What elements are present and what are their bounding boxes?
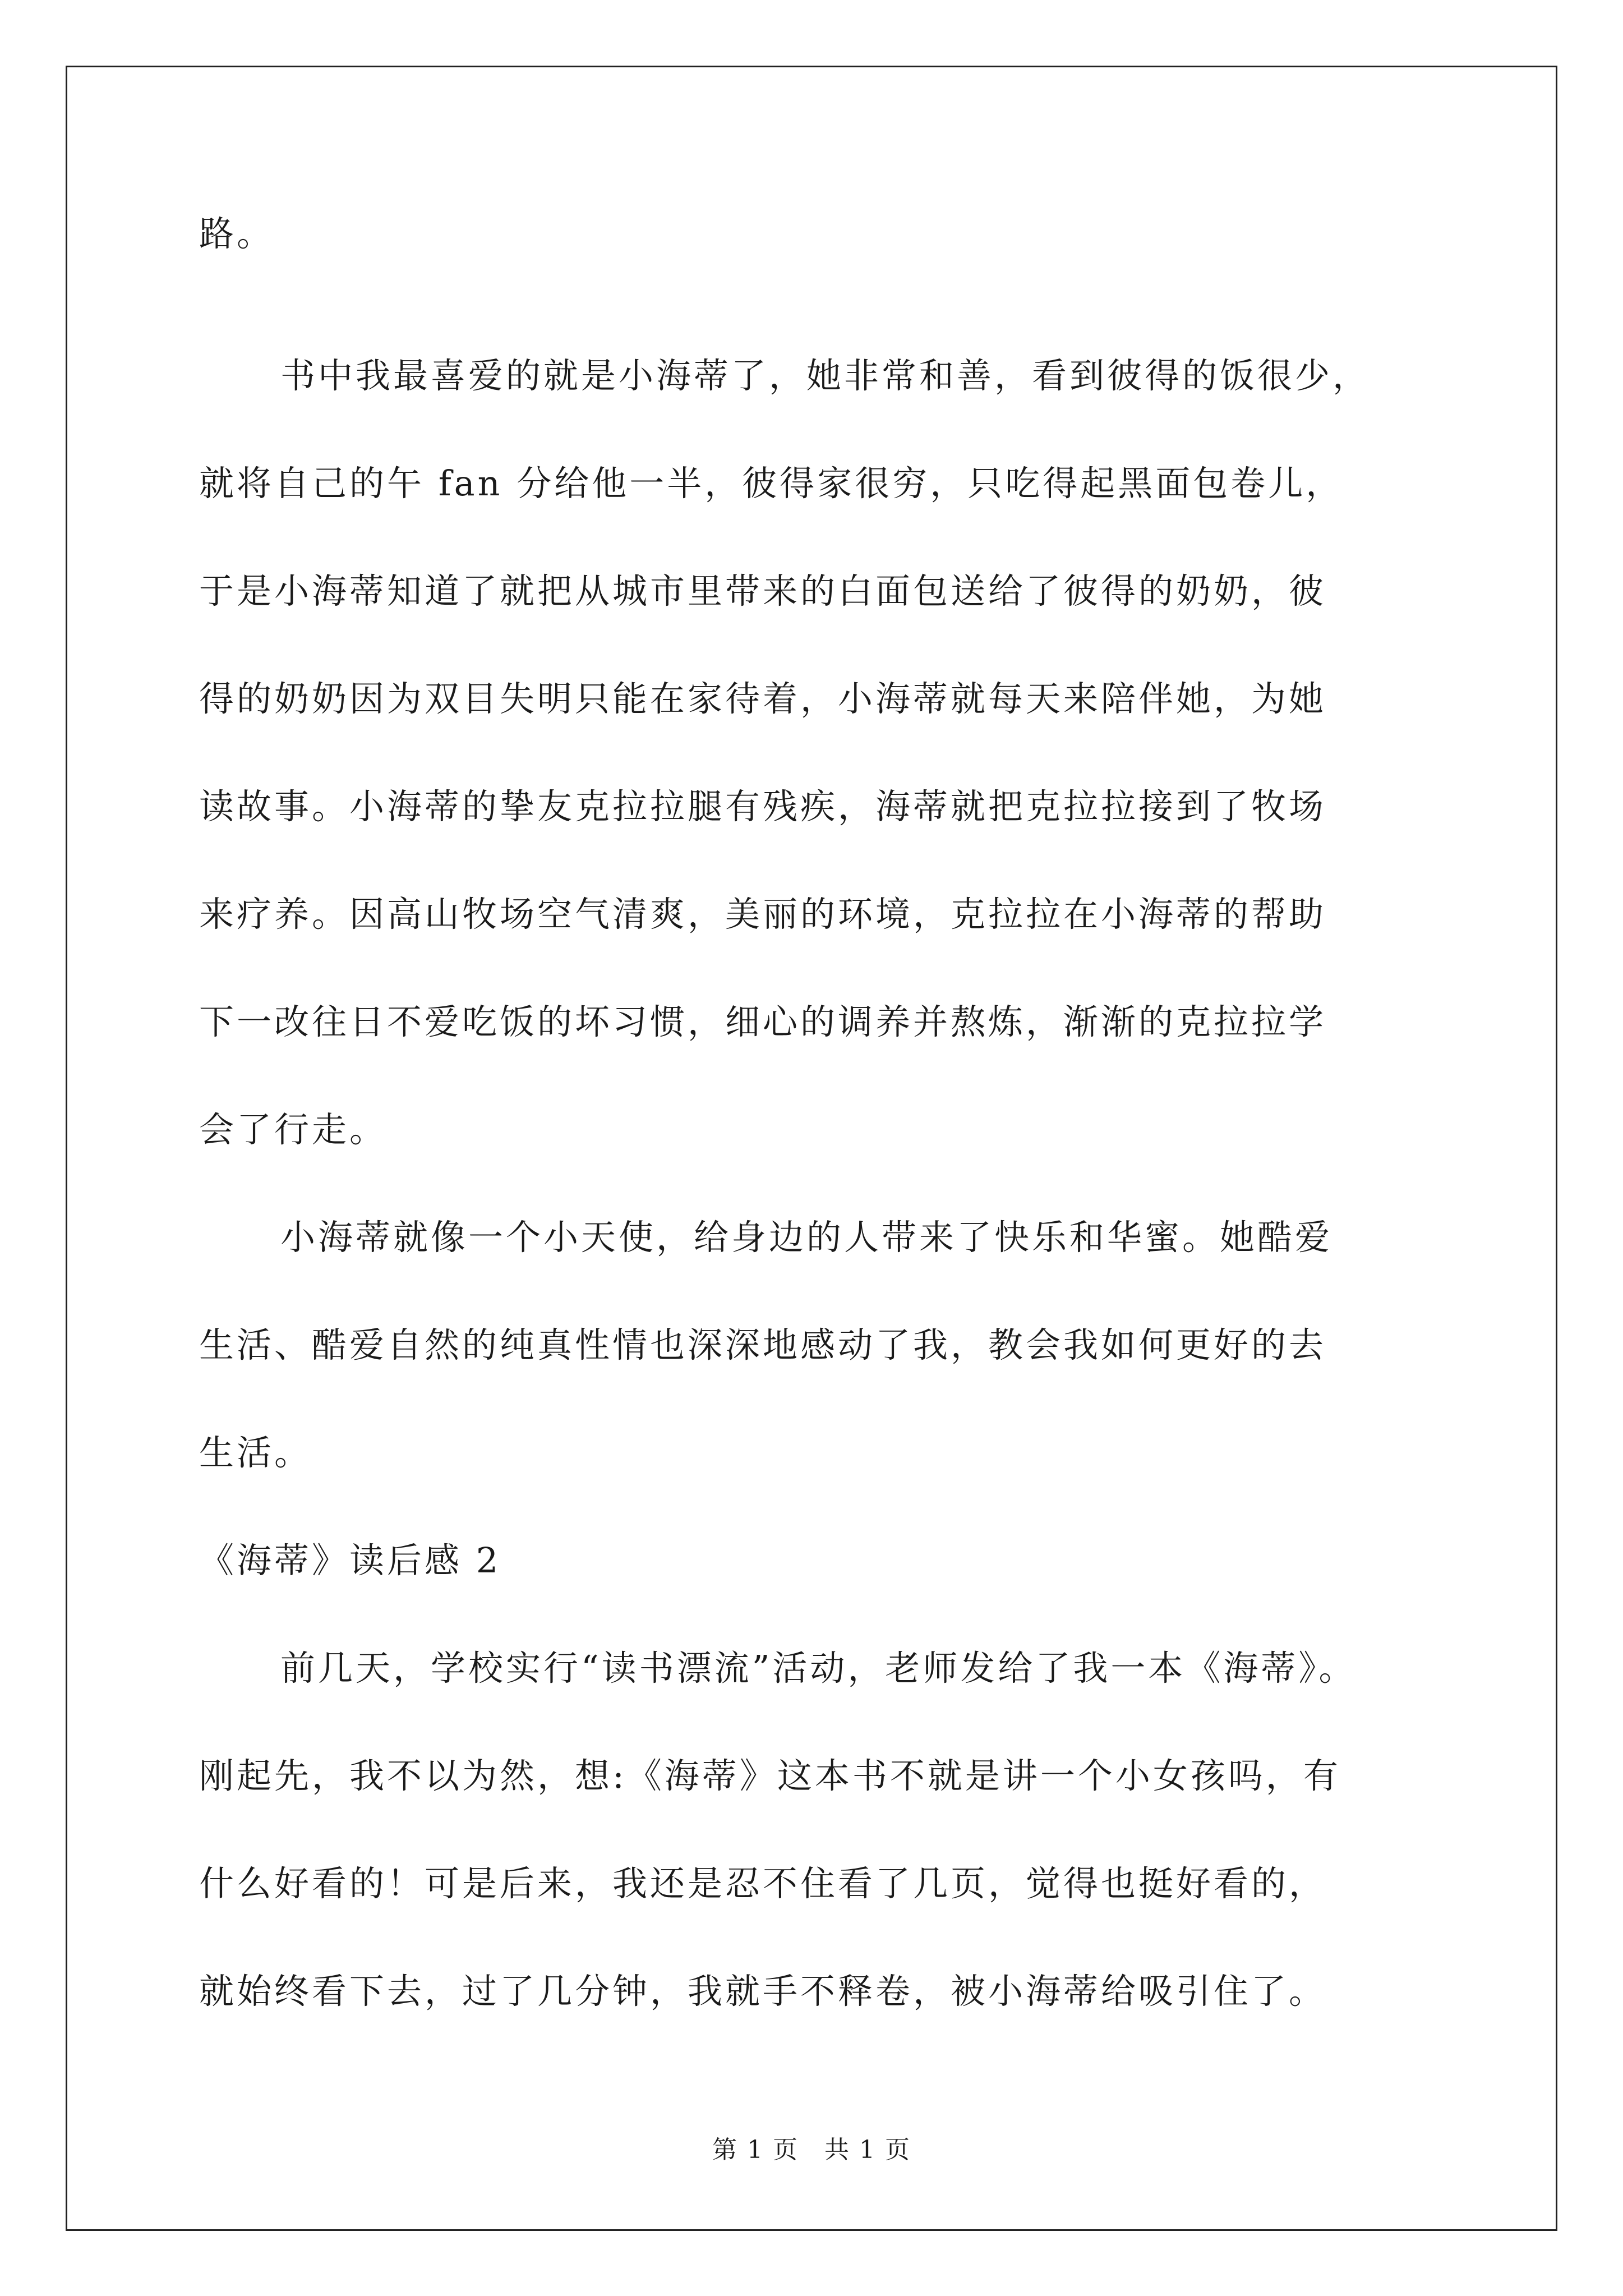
document-body	[199, 214, 1489, 2045]
text-line: 得的奶奶因为双目失明只能在家待着，小海蒂就每天来陪伴她，为她	[199, 678, 1327, 719]
text-line: 生活、酷爱自然的纯真性情也深深地感动了我，教会我如何更好的去	[199, 1324, 1327, 1365]
text-line: 来疗养。因高山牧场空气清爽，美丽的环境，克拉拉在小海蒂的帮助	[199, 894, 1327, 935]
text-line: 下一改往日不爱吃饭的坏习惯，细心的调养并熬炼，渐渐的克拉拉学	[199, 1001, 1327, 1042]
text-line: 书中我最喜爱的就是小海蒂了，她非常和善，看到彼得的饭很少，	[280, 355, 1371, 396]
text-line: 小海蒂就像一个小天使，给身边的人带来了快乐和华蜜。她酷爱	[280, 1217, 1333, 1258]
text-line: 就将自己的午 fan 分给他一半，彼得家很穷，只吃得起黑面包卷儿，	[199, 463, 1344, 504]
text-line: 读故事。小海蒂的挚友克拉拉腿有残疾，海蒂就把克拉拉接到了牧场	[199, 786, 1327, 827]
text-line: 什么好看的！可是后来，我还是忍不住看了几页，觉得也挺好看的，	[199, 1863, 1327, 1904]
text-line: 生活。	[199, 1432, 312, 1473]
text-line: 就始终看下去，过了几分钟，我就手不释卷，被小海蒂给吸引住了。	[199, 1971, 1327, 2012]
text-line: 路。	[199, 213, 275, 254]
section-heading: 《海蒂》读后感 2	[199, 1540, 501, 1581]
text-line: 会了行走。	[199, 1109, 388, 1150]
page-number-footer: 第 1 页 共 1 页	[712, 2136, 911, 2164]
text-line: 前几天，学校实行“读书漂流”活动，老师发给了我一本《海蒂》。	[280, 1648, 1357, 1688]
text-line: 刚起先，我不以为然，想:《海蒂》这本书不就是讲一个小女孩吗，有	[199, 1755, 1341, 1796]
text-line: 于是小海蒂知道了就把从城市里带来的白面包送给了彼得的奶奶，彼	[199, 570, 1327, 611]
